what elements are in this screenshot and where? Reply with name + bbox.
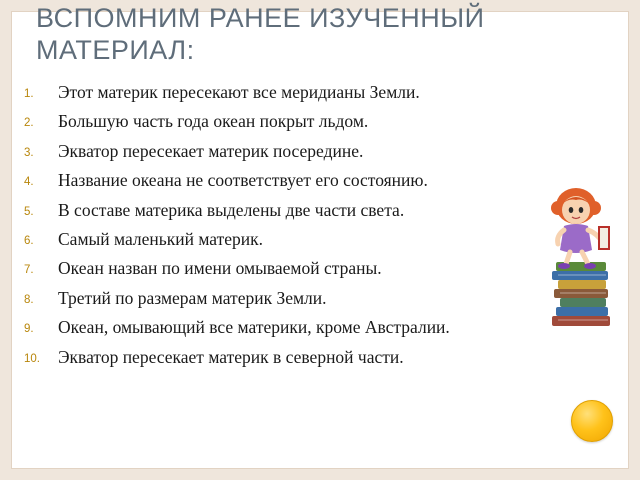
item-text: Экватор пересекает материк посередине.: [58, 140, 364, 161]
item-number: 8.: [24, 293, 34, 306]
item-number: 3.: [24, 146, 34, 159]
item-text: Название океана не соответствует его состоянию.: [58, 170, 428, 191]
question-list: [24, 80, 544, 374]
item-text: В составе материка выделены две части света.: [58, 199, 405, 220]
item-text: Океан, омывающий все материки, кроме Австралии.: [58, 317, 450, 338]
item-text: Экватор пересекает материк в северной части.: [58, 346, 404, 367]
item-number: 2.: [24, 117, 34, 130]
list-item: [24, 227, 544, 251]
item-text: Океан назван по имени омываемой страны.: [58, 258, 382, 279]
item-text: Самый маленький материк.: [58, 228, 264, 249]
girl-reading-on-books-icon: [536, 178, 632, 328]
item-number: 10.: [24, 352, 40, 365]
list-item: [24, 139, 544, 163]
list-item: [24, 315, 544, 339]
item-text: Большую часть года океан покрыт льдом.: [58, 111, 369, 132]
slide-title: ВСПОМНИМ РАНЕЕ ИЗУЧЕННЫЙ МАТЕРИАЛ:: [36, 3, 485, 65]
list-item: [24, 345, 544, 369]
item-number: 7.: [24, 264, 34, 277]
list-item: [24, 80, 544, 104]
item-number: 1.: [24, 88, 34, 100]
list-item: [24, 256, 544, 280]
item-number: 9.: [24, 323, 34, 336]
list-item: [24, 286, 544, 310]
item-text: Этот материк пересекают все меридианы Земли.: [58, 82, 420, 102]
list-item: [24, 198, 544, 222]
item-number: 5.: [24, 205, 34, 218]
yellow-circle-button-icon[interactable]: [571, 400, 613, 442]
list-item: [24, 109, 544, 133]
item-text: Третий по размерам материк Земли.: [58, 287, 327, 308]
list-item: [24, 168, 544, 192]
item-number: 6.: [24, 234, 34, 247]
item-number: 4.: [24, 176, 34, 189]
